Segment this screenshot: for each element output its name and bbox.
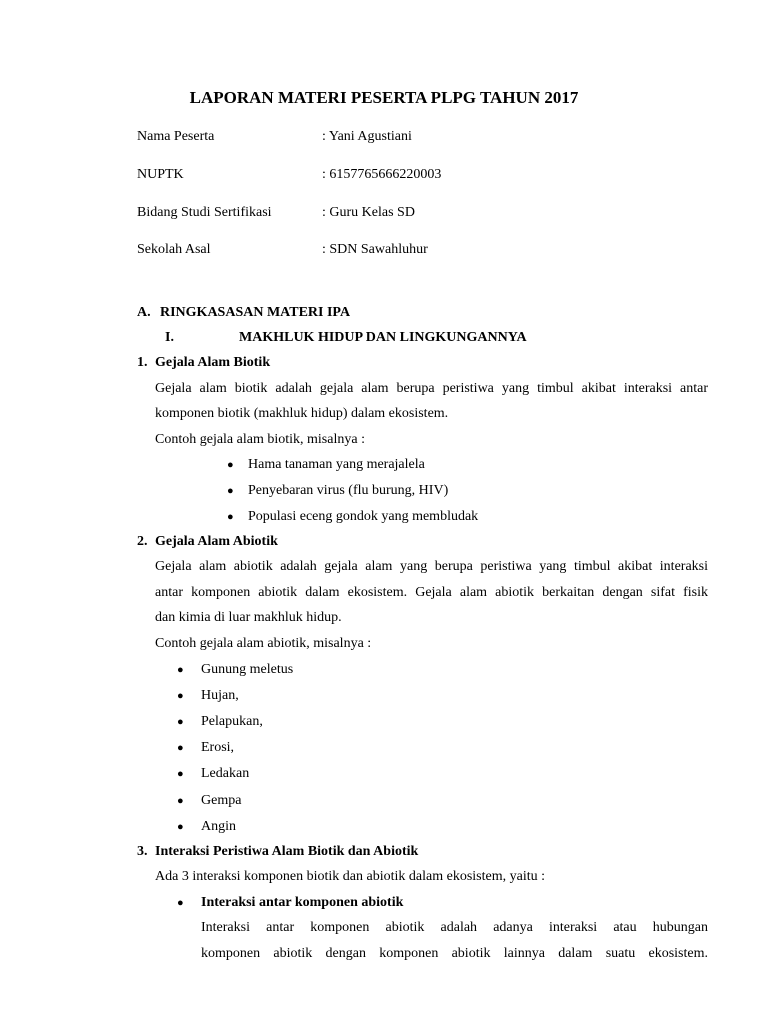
bullet-icon: ● (177, 716, 184, 728)
bullet-icon: ● (177, 690, 184, 702)
item-2-heading: Gejala Alam Abiotik (155, 534, 278, 549)
item-2-line-1: Gejala alam abiotik adalah gejala alam yang berupa peristiwa yang timbul akibat interaksi (155, 559, 708, 574)
bullet-icon: ● (227, 511, 234, 523)
info-label-nuptk: NUPTK (137, 167, 184, 182)
section-a-letter: A. (137, 305, 151, 320)
item-2-bullet-4: Erosi, (201, 740, 235, 755)
item-3-number: 3. (137, 844, 148, 859)
item-3-sub-line-1: Interaksi antar komponen abiotik adalah adanya interaksi atau hubungan (201, 920, 708, 935)
item-2-line-3: dan kimia di luar makhluk hidup. (155, 610, 342, 625)
item-3-sub-heading: Interaksi antar komponen abiotik (201, 895, 404, 910)
bullet-icon: ● (177, 742, 184, 754)
item-2-line-2: antar komponen abiotik dalam ekosistem. Gejala alam abiotik berkaitan dengan sifat fisik (155, 585, 708, 600)
item-1-line-2: komponen biotik (makhluk hidup) dalam ekosistem. (155, 406, 449, 421)
info-label-nama: Nama Peserta (137, 129, 215, 144)
bullet-icon: ● (177, 821, 184, 833)
item-2-number: 2. (137, 534, 148, 549)
bullet-icon: ● (177, 664, 184, 676)
item-2-bullet-6: Gempa (201, 793, 242, 808)
bullet-icon: ● (177, 795, 184, 807)
section-a-title: RINGKASASAN MATERI IPA (160, 305, 351, 320)
item-1-bullet-3: Populasi eceng gondok yang membludak (248, 509, 479, 524)
info-value-sekolah: : SDN Sawahluhur (322, 242, 428, 257)
bullet-icon: ● (227, 459, 234, 471)
info-value-bidang: : Guru Kelas SD (322, 205, 415, 220)
chapter-numeral: I. (165, 330, 174, 345)
item-2-line-4: Contoh gejala alam abiotik, misalnya : (155, 636, 372, 651)
chapter-title: MAKHLUK HIDUP DAN LINGKUNGANNYA (239, 330, 527, 345)
item-1-number: 1. (137, 355, 148, 370)
info-label-bidang: Bidang Studi Sertifikasi (137, 205, 272, 220)
item-2-bullet-3: Pelapukan, (201, 714, 263, 729)
item-3-sub-line-2: komponen abiotik dengan komponen abiotik lainnya dalam suatu ekosistem. (201, 946, 708, 961)
bullet-icon: ● (177, 768, 184, 780)
item-1-bullet-1: Hama tanaman yang merajalela (248, 457, 425, 472)
item-1-bullet-2: Penyebaran virus (flu burung, HIV) (248, 483, 449, 498)
info-value-nama: : Yani Agustiani (322, 129, 412, 144)
info-label-sekolah: Sekolah Asal (137, 242, 211, 257)
item-2-bullet-2: Hujan, (201, 688, 239, 703)
item-2-bullet-1: Gunung meletus (201, 662, 294, 677)
item-1-heading: Gejala Alam Biotik (155, 355, 271, 370)
item-3-heading: Interaksi Peristiwa Alam Biotik dan Abiotik (155, 844, 419, 859)
item-1-line-1: Gejala alam biotik adalah gejala alam berupa peristiwa yang timbul akibat interaksi antar (155, 381, 708, 396)
item-1-line-3: Contoh gejala alam biotik, misalnya : (155, 432, 365, 447)
info-value-nuptk: : 6157765666220003 (322, 167, 442, 182)
item-3-line-1: Ada 3 interaksi komponen biotik dan abiotik dalam ekosistem, yaitu : (155, 869, 545, 884)
bullet-icon: ● (177, 897, 184, 909)
document-title: LAPORAN MATERI PESERTA PLPG TAHUN 2017 (189, 88, 579, 107)
item-2-bullet-7: Angin (201, 819, 236, 834)
bullet-icon: ● (227, 485, 234, 497)
item-2-bullet-5: Ledakan (201, 766, 250, 781)
